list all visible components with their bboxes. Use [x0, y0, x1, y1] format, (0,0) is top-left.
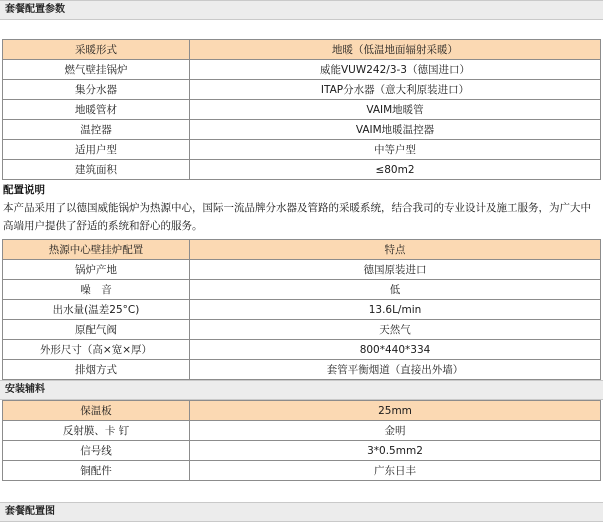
table-cell-value: ≤80m2 [190, 160, 601, 180]
install-aux-table [2, 400, 601, 481]
table-cell-value: 低 [190, 280, 601, 300]
table-row [3, 360, 601, 380]
table-row [3, 441, 601, 461]
config-note-title: 配置说明 [3, 184, 45, 196]
table-cell-key: 信号线 [3, 441, 190, 461]
table-cell-key: 集分水器 [3, 80, 190, 100]
table-cell-key: 出水量(温差25°C) [3, 300, 190, 320]
table-row [3, 40, 601, 60]
table-cell-key: 保温板 [3, 401, 190, 421]
table-cell-key: 外形尺寸（高×宽×厚） [3, 340, 190, 360]
section-bar-install-aux: 安装辅料 [0, 380, 603, 400]
table-cell-key: 采暖形式 [3, 40, 190, 60]
table-cell-value: 套管平衡烟道（直接出外墙） [190, 360, 601, 380]
table-cell-value: 13.6L/min [190, 300, 601, 320]
table-cell-key: 建筑面积 [3, 160, 190, 180]
table-cell-key: 热源中心壁挂炉配置 [3, 240, 190, 260]
table-cell-key: 反射膜、卡 钉 [3, 421, 190, 441]
table-row [3, 160, 601, 180]
table-row [3, 300, 601, 320]
table-cell-value: 威能VUW242/3-3（德国进口） [190, 60, 601, 80]
table-cell-value: 25mm [190, 401, 601, 421]
table-cell-value: VAIM地暖温控器 [190, 120, 601, 140]
table-cell-key: 温控器 [3, 120, 190, 140]
table-row [3, 340, 601, 360]
table-row [3, 461, 601, 481]
table-cell-value: 广东日丰 [190, 461, 601, 481]
table-cell-value: 中等户型 [190, 140, 601, 160]
table-cell-key: 锅炉产地 [3, 260, 190, 280]
table-row [3, 60, 601, 80]
table-row [3, 280, 601, 300]
table-row [3, 240, 601, 260]
table-cell-value: 3*0.5mm2 [190, 441, 601, 461]
table-row [3, 421, 601, 441]
table-row [3, 260, 601, 280]
table-cell-value: 800*440*334 [190, 340, 601, 360]
table-row [3, 401, 601, 421]
table-cell-key: 燃气壁挂锅炉 [3, 60, 190, 80]
table-row [3, 100, 601, 120]
table-cell-value: 德国原装进口 [190, 260, 601, 280]
boiler-config-table [2, 239, 601, 380]
table-cell-value: 地暖（低温地面辐射采暖） [190, 40, 601, 60]
package-params-table [2, 39, 601, 180]
section-bar-package-diagram: 套餐配置图 [0, 502, 603, 522]
table-cell-key: 地暖管材 [3, 100, 190, 120]
table-cell-value: VAIM地暖管 [190, 100, 601, 120]
table-cell-key: 原配气阀 [3, 320, 190, 340]
table-cell-key: 铜配件 [3, 461, 190, 481]
table-cell-value: 天然气 [190, 320, 601, 340]
table-cell-value: ITAP分水器（意大利原装进口） [190, 80, 601, 100]
table-cell-key: 适用户型 [3, 140, 190, 160]
config-note-text: 本产品采用了以德国威能锅炉为热源中心，国际一流品牌分水器及管路的采暖系统，结合我司的专业设计及施工服务，为广大中高端用户提供了舒适的系统和舒心的服务。 [3, 202, 591, 232]
table-cell-value: 金明 [190, 421, 601, 441]
table-row [3, 320, 601, 340]
table-row [3, 140, 601, 160]
table-row [3, 120, 601, 140]
table-row [3, 80, 601, 100]
section-bar-package-params: 套餐配置参数 [0, 0, 603, 20]
table-cell-key: 排烟方式 [3, 360, 190, 380]
table-cell-value: 特点 [190, 240, 601, 260]
table-cell-key: 噪 音 [3, 280, 190, 300]
